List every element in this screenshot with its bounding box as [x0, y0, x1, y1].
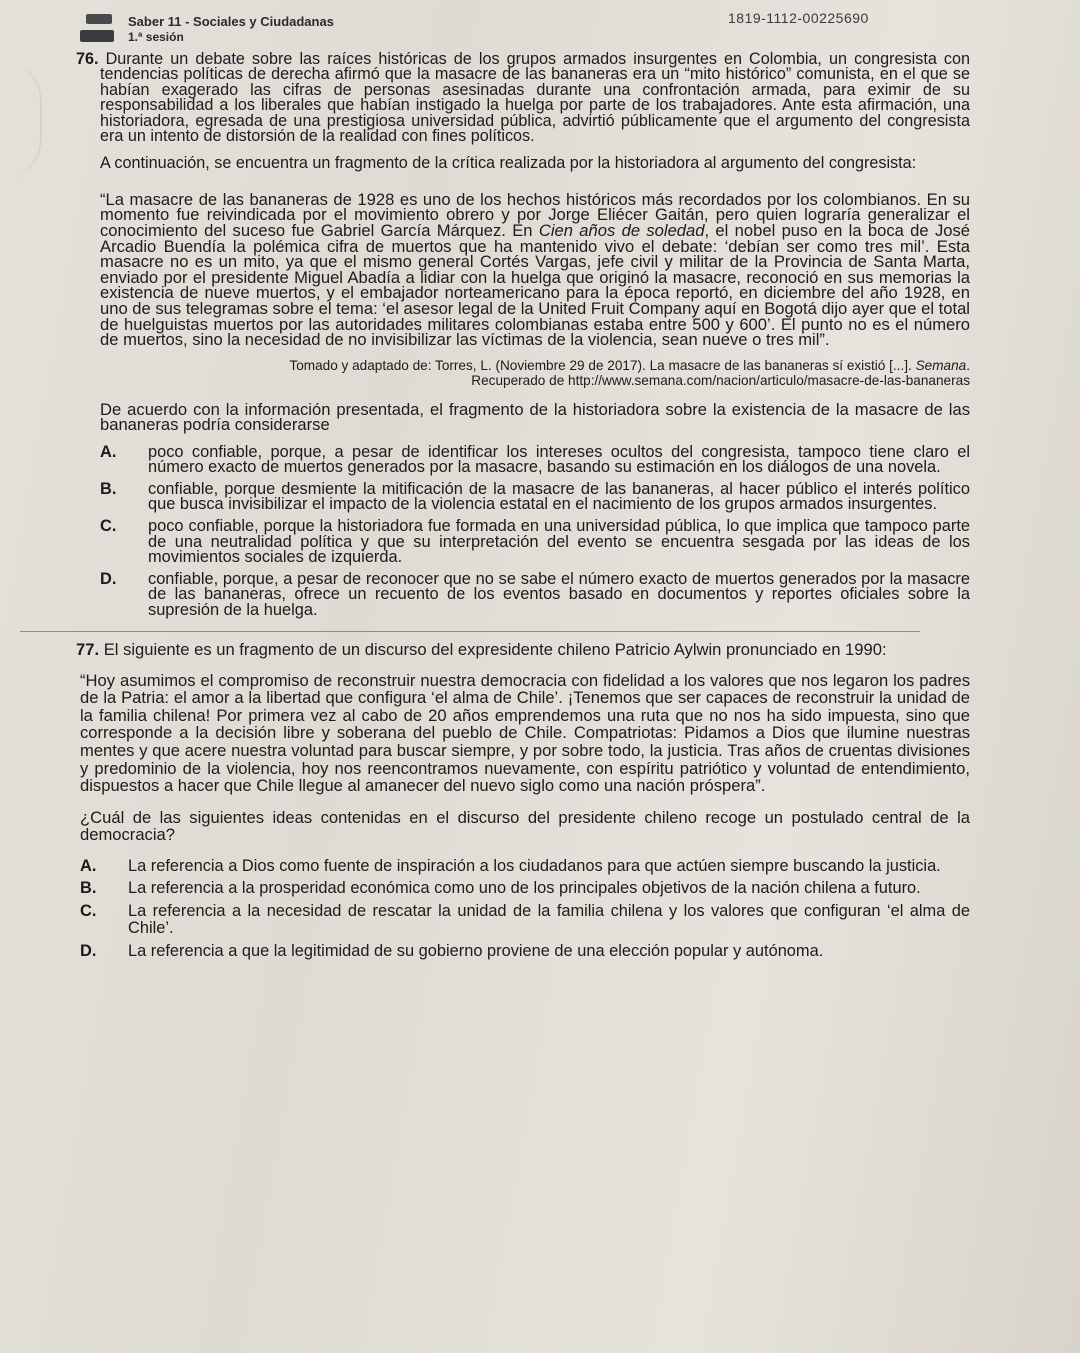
section-divider [20, 631, 920, 632]
icfes-logo-icon [78, 14, 118, 44]
page-header [78, 10, 1068, 50]
question-intro: El siguiente es un fragmento de un discurso del expresidente chileno Patricio Aylwin pronunciado en 1990: [103, 639, 887, 659]
speech-quote: “Hoy asumimos el compromiso de reconstruir nuestra democracia con fidelidad a los valores que nos legaron los padres de la Patria: el amor a la libertad que configura ‘el alma de Chile’. ¡Tenemos que ser capaces de reconstruir la unidad de la familia chilena! Por primera vez al cabo de 20 años emprendemos una ruta que no nos ha sido impuesta, sino que corresponde a la decisión libre y soberana del pueblo de Chile. Compatriotas: Pidamos a Dios que ilumine nuestras mentes y que acere nuestra voluntad para buscar siempre, y por sobre todo, la justicia. Tras años de cruentas divisiones y predominio de la violencia, hoy nos reencontramos nuevamente, con espíritu patriótico y voluntad de entendimiento, dispuestos a hacer que Chile llegue al amanecer del nuevo siglo como una nación próspera”. [80, 670, 970, 796]
question-stem: De acuerdo con la información presentada, el fragmento de la historiadora sobre la existencia de la masacre de las bananeras podría considerarse [100, 399, 970, 435]
option-a[interactable]: A. La referencia a Dios como fuente de inspiración a los ciudadanos para que actúen siempre buscando la justicia. [80, 856, 941, 875]
question-intro: Durante un debate sobre las raíces históricas de los grupos armados insurgentes en Colombia, un congresista con tendencias políticas de derecha afirmó que la masacre de las bananeras era un “mito histórico” comunista, en el que se habían exagerado las cifras de personas asesinadas durante una confrontación armada, para eximir de su responsabilidad a los liberales que habían instigado la huelga por parte de los trabajadores. Ante esta afirmación, una historiadora, egresada de una prestigiosa universidad pública, advirtió públicamente que el argumento del congresista era un intento de distorsión de la realidad con fines políticos. [100, 50, 971, 146]
answer-options [80, 858, 970, 960]
answer-options [100, 442, 970, 619]
option-a[interactable]: A. poco confiable, porque, a pesar de identificar los intereses ocultos del congresista, tampoco tiene claro el número exacto de muertos generados por la masacre, basando su estimación en los diálogos de una novela. [100, 442, 970, 477]
question-number: 76. [76, 50, 99, 68]
option-b[interactable]: B. confiable, porque desmiente la mitificación de la masacre de las bananeras, al hacer público el interés político que busca invisibilizar el impacto de la violencia estatal en el nacimiento de los grupos armados insurgentes. [100, 479, 970, 514]
historian-quote: “La masacre de las bananeras de 1928 es uno de los hechos históricos más recordados por los colombianos. En su momento fue reivindicada por el movimiento obrero y por Jorge Eliécer Gaitán, pero quien lograría generalizar el conocimiento del suceso fue Gabriel García Márquez. En Cien años de soledad, el nobel puso en la boca de José Arcadio Buendía la polémica cifra de muertos que ha mantenido vivo el debate: ‘debían ser como tres mil’. Esta masacre no es un mito, ya que el mismo general Cortés Vargas, jefe civil y militar de la Provincia de Santa Marta, enviado por el presidente Miguel Abadía a lidiar con la huelga que originó la masacre, reconoció en sus memorias la existencia de nueve muertos, y el embajador norteamericano para la época reportó, en diciembre del año 1928, en uno de sus telegramas sobre el tema: ‘el asesor legal de la United Fruit Company aquí en Bogotá dijo ayer que el total de huelguistas muertos por las autoridades militares colombianas estaba entre 500 y 600’. El punto no es el número de muertos, sino la necesidad de no invisibilizar las víctimas de la violencia, sean nueve o tres mil”. [100, 189, 971, 350]
option-d[interactable]: D. La referencia a que la legitimidad de su gobierno proviene de una elección popular y autónoma. [80, 941, 824, 960]
option-b[interactable]: B. La referencia a la prosperidad económica como uno de los principales objetivos de la nación chilena a futuro. [80, 879, 921, 898]
question-76 [76, 50, 971, 619]
exam-content [76, 50, 971, 965]
question-77 [76, 639, 970, 960]
book-title: Cien años de soledad [538, 221, 705, 241]
exam-session: 1.ª sesión [128, 30, 184, 44]
option-c[interactable]: C. La referencia a la necesidad de rescatar la unidad de la familia chilena y los valores que configuran ‘el alma de Chile’. [80, 901, 970, 938]
exam-code: 1819-1112-00225690 [728, 10, 869, 26]
exam-title: Saber 11 - Sociales y Ciudadanas [128, 14, 334, 29]
paper-fold-mark [0, 60, 42, 180]
option-d[interactable]: D. confiable, porque, a pesar de reconocer que no se sabe el número exacto de muertos generados por la masacre de las bananeras, ofrece un recuento de los eventos basado en documentos y reportes oficiales sobre la supresión de la huelga. [100, 569, 970, 619]
question-stem: ¿Cuál de las siguientes ideas contenidas en el discurso del presidente chileno recoge un postulado central de la democracia? [80, 807, 970, 845]
question-number: 77. [76, 639, 100, 659]
source-citation: Tomado y adaptado de: Torres, L. (Noviembre 29 de 2017). La masacre de las bananeras sí existió [...]. Semana. Recuperado de http://www.semana.com/nacion/articulo/masacre-de-las-bananeras [289, 357, 970, 388]
option-c[interactable]: C. poco confiable, porque la historiadora fue formada en una universidad pública, lo que implica que tampoco parte de una neutralidad política y que su interpretación del evento se encuentra sesgada por las ideas de los movimientos sociales de izquierda. [100, 516, 970, 567]
question-intro-2: A continuación, se encuentra un fragmento de la crítica realizada por la historiadora al argumento del congresista: [100, 154, 917, 173]
